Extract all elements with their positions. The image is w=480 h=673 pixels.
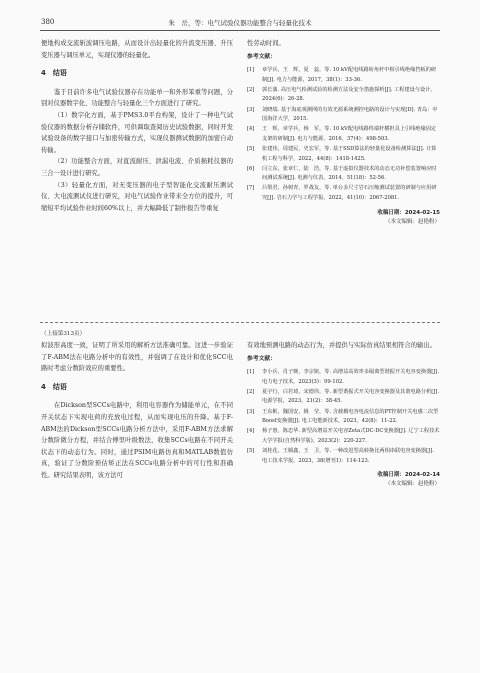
- reference-number: [3]: [247, 106, 255, 113]
- section-heading-conclusion: 4 结语: [41, 382, 67, 391]
- reference-text: 章学兵，王 辉，夏 蕊，等. 10 kV配电线路转角杆中相引线绝缘挡板的研制[J]. 电力与能源，2017，38(1)：33-36.: [262, 67, 437, 83]
- reference-number: [1]: [247, 67, 255, 74]
- bottom-left-before: [41, 340, 233, 375]
- editor-note: （本文编辑：赵艳粉）: [384, 218, 440, 225]
- reference-list: [247, 66, 440, 203]
- bottom-left-after: [41, 400, 233, 481]
- reference-number: [2]: [247, 86, 255, 93]
- top-left-before: [41, 38, 233, 61]
- reference-text: 夏宇行，白若琦，宋德伟，等. 新型谐振式开关电容变换器及其谐电路分析[J]. 电源学报，2023，21(2)：38-45.: [262, 388, 440, 405]
- reference-text: 闫立东，张章仁，陆 浩，等. 基于虚拟仪器技术的动态无功补偿装置响应时间测试系统[J]. 电测与仪表，2014，51(18)：52-56.: [262, 165, 437, 182]
- reference-list: [247, 368, 440, 466]
- references-heading: 参考文献：: [247, 355, 276, 362]
- reference-item: [247, 427, 440, 446]
- header-rule: [40, 30, 440, 31]
- top-left-column: [41, 38, 233, 214]
- reference-number: [4]: [247, 428, 255, 435]
- bottom-left-column: [41, 340, 233, 482]
- reference-number: [7]: [247, 185, 255, 192]
- received-date: 收稿日期：2024-02-14: [377, 472, 440, 479]
- top-left-after: [41, 87, 233, 215]
- reference-item: [247, 66, 440, 85]
- reference-text: 刘桂花，王腾鑫，王 卫，等. 一种改进型高转换比两相串联电容变换器[J]. 电工技术学报，2023，38(增刊1)：114-123.: [262, 447, 434, 464]
- reference-item: [247, 106, 440, 125]
- running-title: 朱 岳，等：电气试验仪器功能整合与轻量化技术: [168, 19, 312, 27]
- editor-note: （本文编辑：赵艳粉）: [384, 481, 440, 488]
- top-right-intro: 性劳动时间。: [247, 40, 285, 47]
- paragraph: 在Dickson型SCCs电路中，利用电容器作为储能单元，在不同开关状态下实现电荷的充放电过程，从而实现电压的升降。基于F-ABM法的Dickson型SCCs电路分析方法中，采用F-ABM方法求解分数阶微分方程，并结合傅里叶级数法，收集SCCs电路在不同开关状态下的动态行为。同时，通过PSIM电路仿真和MATLAB数值仿真，验证了分数阶预估矫正法在SCCs电路分析中的可行性和准确性。研究结果表明，该方法可: [41, 402, 233, 479]
- continued-note: （上接第313页）: [41, 331, 86, 337]
- reference-number: [2]: [247, 388, 255, 395]
- references-heading: 参考文献：: [247, 53, 276, 60]
- reference-item: [247, 368, 440, 387]
- reference-item: [247, 447, 440, 466]
- reference-text: 刘晓瑞. 基于海底观测网的有效光源系统测控电路的设计与实现[D]. 青岛：中国海洋大学，2015.: [262, 106, 438, 123]
- reference-number: [5]: [247, 145, 255, 152]
- bottom-right-paragraph: 有效地预测电路的动态行为，并提供与实际仿真结果相符合的输出。: [247, 342, 436, 349]
- reference-item: [247, 388, 440, 407]
- reference-item: [247, 86, 440, 105]
- reference-item: [247, 125, 440, 144]
- reference-text: 李小兵，肖子婉，李宗铭，等. 高增益高效率多隔离型谐振开关电容变换器[J]. 电力电子技术，2023(3)：99-102.: [262, 369, 440, 385]
- reference-item: [247, 408, 440, 427]
- reference-text: 王 辉，章学兵，杨 军，等. 10 kV配电线路终端杆横担具上引线绝缘固定支架的研制[J]. 电力与能源，2016，37(4)：498-503.: [262, 126, 437, 142]
- paragraph: （3）轻量化方面，对无变压器的电子型智能化交流耐压测试仪、大电流测试仪进行研究，对电气试验作业带来全方位的提升，可缩短平均试验作业时间60%以上，并大幅降低了制作报告等重复: [41, 181, 233, 212]
- reference-item: [247, 165, 440, 184]
- bottom-right-column: [247, 340, 440, 489]
- page-number: 380: [41, 18, 55, 26]
- reference-text: 王东彬，魏国安，姚 莹，等. 含载耦电容电流信息的PT控制开关电感二次型Boost变换器[J]. 电工电能新技术，2023，42(8)：11-22.: [262, 408, 439, 425]
- article-divider: [40, 322, 440, 323]
- top-right-column: [247, 38, 440, 227]
- reference-text: 张建伟，周建民，史宏军，等. 基于SSD算法的轻量化设备检测算法[J]. 计算机工程与科学，2022，44(8)：1418-1425.: [262, 145, 437, 162]
- paragraph: 便地构成交流斩波调压电路，从而设计出轻量化的升流变压器、升压变压器与调压单元，实现仪器的轻量化。: [41, 40, 233, 59]
- reference-text: 杨子惠，陈忠华. 新型高增益开关电容Zeta式DC-DC变换器[J]. 辽宁工程技术大学学报(自然科学版)，2023(2)：220-227.: [262, 428, 440, 444]
- paragraph: 拟波形高度一致，证明了所采用的解析方法准确可靠。这进一步验证了F-ABM法在电路分析中的有效性，并强调了在设计和优化SCC电路时考虑分数阶效应的重要性。: [41, 342, 233, 373]
- reference-number: [5]: [247, 447, 255, 454]
- section-heading-conclusion: 4 结语: [41, 69, 67, 78]
- paragraph: （1）数字化方面，基于PMS3.0平台构架，设计了一种电气试验仪器的数据分析存储软件，可供调取查阅历史试验数据，同时开发试验设备的数字接口与加密传输方式，实现仪器测试数据的加密自动传输。: [41, 111, 233, 154]
- reference-number: [6]: [247, 165, 255, 172]
- received-date: 收稿日期：2024-02-15: [377, 209, 440, 216]
- reference-number: [4]: [247, 126, 255, 133]
- reference-number: [3]: [247, 408, 255, 415]
- reference-text: 吕梨君，孙树青，罗战友，等. 单台多尺寸岩石压缩测试装置的研制与应用研究[J]. 岩石力学与工程学报，2022，41(10)：2067-2081.: [262, 185, 437, 201]
- reference-text: 郭长蒲. 高压电气检测试验的检测方法及安全措施探析[J]. 工程建设与设计，2024(6)：26-28.: [262, 86, 436, 103]
- paragraph: 鉴于目前许多电气试验仪器存在功能单一和外形笨重等问题，分别对仪器数字化、功能整合与轻量化三个方面进行了研究。: [41, 88, 233, 108]
- paragraph: （2）功能整合方面，对直流耐压、泄漏电流、介质损耗仪器的三合一设计进行研究。: [41, 158, 233, 177]
- reference-number: [1]: [247, 369, 255, 376]
- reference-item: [247, 184, 440, 203]
- reference-item: [247, 145, 440, 164]
